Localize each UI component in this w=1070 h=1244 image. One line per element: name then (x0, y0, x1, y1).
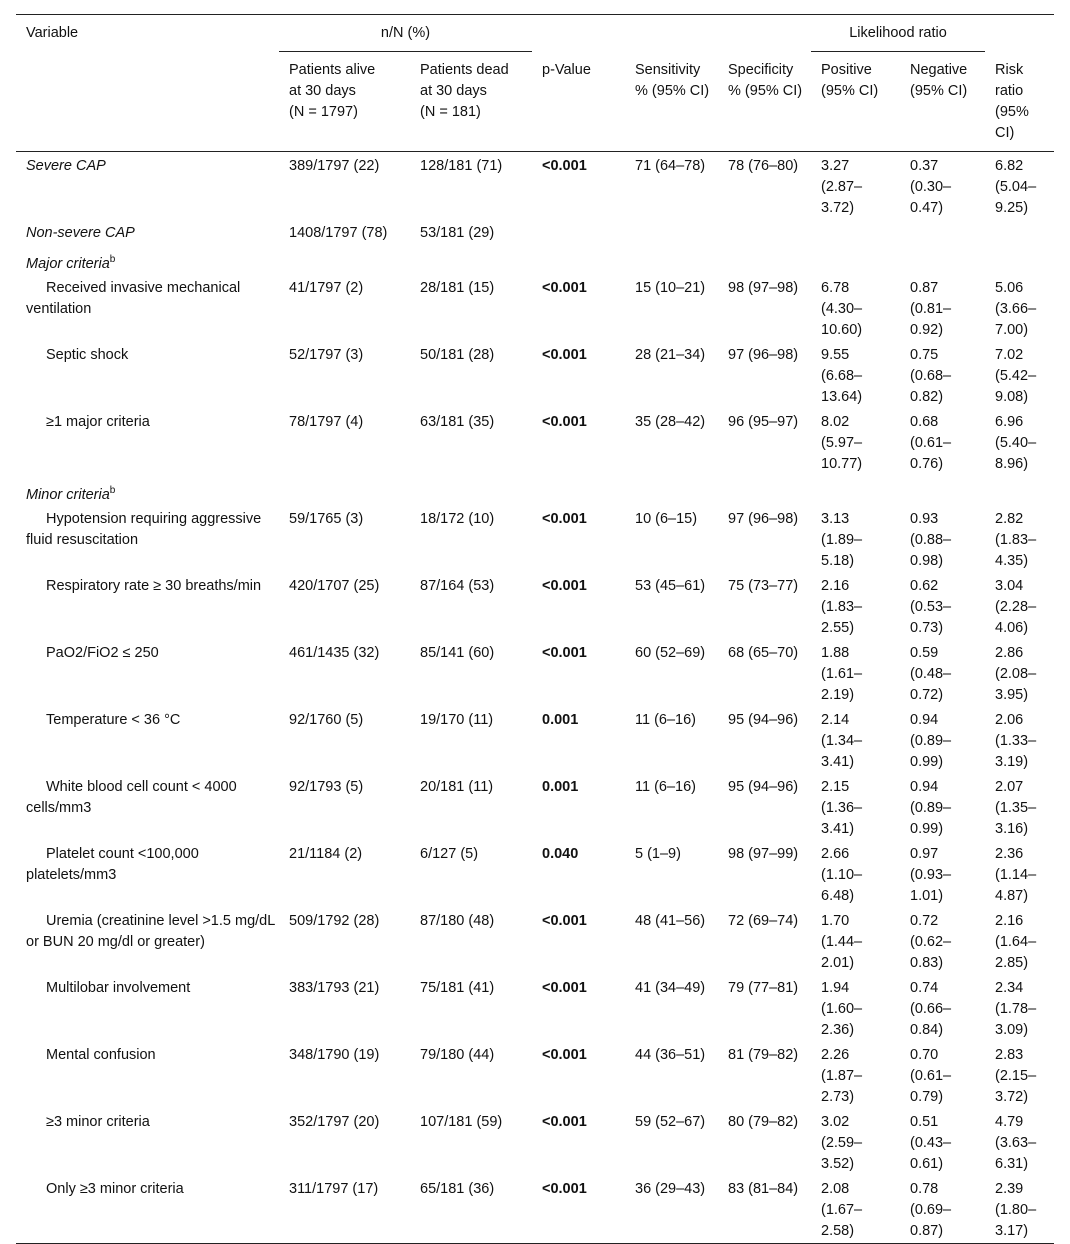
p-value-cell: 0.040 (542, 845, 579, 862)
alive-cell: 21/1184 (2) (289, 845, 363, 862)
risk-ratio-cell: 7.02 (5.42–9.08) (995, 346, 1037, 405)
header-positive: Positive (95% CI) (811, 52, 900, 152)
sensitivity-cell: 11 (6–16) (635, 711, 696, 728)
sensitivity-cell: 41 (34–49) (635, 979, 706, 996)
positive-lr-cell: 2.26 (1.87–2.73) (821, 1046, 863, 1105)
section-label: Minor criteria (26, 486, 110, 503)
risk-ratio-cell: 2.06 (1.33–3.19) (995, 711, 1037, 770)
p-value-cell: <0.001 (542, 510, 587, 527)
table-row (16, 409, 1054, 476)
header-p-value: p-Value (532, 52, 625, 152)
specificity-cell: 95 (94–96) (728, 778, 799, 795)
positive-lr-cell: 1.88 (1.61–2.19) (821, 644, 863, 703)
row-label: Platelet count <100,000 platelets/mm3 (26, 845, 199, 883)
header-group-n-over-n: n/N (%) (279, 23, 532, 52)
dead-cell: 128/181 (71) (420, 158, 503, 174)
risk-ratio-cell: 2.16 (1.64–2.85) (995, 912, 1037, 971)
specificity-cell: 96 (95–97) (728, 413, 799, 430)
table-row (16, 707, 1054, 774)
table-row (16, 640, 1054, 707)
negative-lr-cell: 0.94 (0.89–0.99) (910, 711, 952, 770)
row-label: Received invasive mechanical ventilation (26, 279, 241, 317)
negative-lr-cell: 0.37 (0.30–0.47) (910, 158, 952, 216)
table-row (16, 1109, 1054, 1176)
negative-lr-cell: 0.97 (0.93–1.01) (910, 845, 952, 904)
p-value-cell: <0.001 (542, 346, 587, 363)
row-label: Non-severe CAP (26, 225, 135, 241)
dead-cell: 28/181 (15) (420, 279, 495, 296)
table-row (16, 342, 1054, 409)
sensitivity-cell: 59 (52–67) (635, 1113, 706, 1130)
table-row (16, 506, 1054, 573)
alive-cell: 383/1793 (21) (289, 979, 380, 996)
sensitivity-cell: 15 (10–21) (635, 279, 706, 296)
row-label: ≥1 major criteria (46, 413, 150, 430)
table-row (16, 841, 1054, 908)
risk-ratio-cell: 2.86 (2.08–3.95) (995, 644, 1037, 703)
p-value-cell: 0.001 (542, 711, 579, 728)
negative-lr-cell: 0.93 (0.88–0.98) (910, 510, 952, 569)
positive-lr-cell: 3.13 (1.89–5.18) (821, 510, 863, 569)
row-label: Respiratory rate ≥ 30 breaths/min (46, 577, 262, 594)
sensitivity-cell: 28 (21–34) (635, 346, 706, 363)
alive-cell: 41/1797 (2) (289, 279, 364, 296)
negative-lr-cell: 0.87 (0.81–0.92) (910, 279, 952, 338)
negative-lr-cell (900, 220, 985, 245)
p-value-cell: <0.001 (542, 413, 587, 430)
footnote-marker: b (109, 484, 116, 496)
header-variable: Variable (16, 15, 279, 53)
alive-cell: 509/1792 (28) (289, 912, 380, 929)
table-row (16, 908, 1054, 975)
header-specificity: Specificity % (95% CI) (718, 52, 811, 152)
table-row (16, 1042, 1054, 1109)
row-label: White blood cell count < 4000 cells/mm3 (26, 778, 237, 816)
row-label: Temperature < 36 °C (46, 711, 181, 728)
dead-cell: 79/180 (44) (420, 1046, 495, 1063)
section-label: Major criteria (26, 255, 110, 272)
row-label: Severe CAP (26, 158, 106, 174)
p-value-cell: <0.001 (542, 1046, 587, 1063)
specificity-cell: 98 (97–98) (728, 279, 799, 296)
sensitivity-cell: 10 (6–15) (635, 510, 698, 527)
p-value-cell: <0.001 (542, 912, 587, 929)
alive-cell: 78/1797 (4) (289, 413, 364, 430)
results-table (16, 14, 1054, 1244)
sensitivity-cell: 44 (36–51) (635, 1046, 706, 1063)
positive-lr-cell: 3.02 (2.59–3.52) (821, 1113, 863, 1172)
positive-lr-cell: 2.16 (1.83–2.55) (821, 577, 863, 636)
dead-cell: 87/180 (48) (420, 912, 495, 929)
row-label: Only ≥3 minor criteria (16, 1176, 279, 1244)
dead-cell: 18/172 (10) (420, 510, 495, 527)
header-dead: Patients dead at 30 days (N = 181) (410, 52, 532, 152)
alive-cell: 311/1797 (17) (279, 1176, 410, 1244)
table-row (16, 1176, 1054, 1244)
specificity-cell: 79 (77–81) (728, 979, 799, 996)
row-label: PaO2/FiO2 ≤ 250 (46, 644, 159, 661)
risk-ratio-cell: 6.96 (5.40–8.96) (995, 413, 1037, 472)
sensitivity-cell: 48 (41–56) (635, 912, 706, 929)
specificity-cell: 97 (96–98) (728, 510, 799, 527)
row-label: Multilobar involvement (46, 979, 191, 996)
alive-cell: 389/1797 (22) (289, 158, 380, 174)
sensitivity-cell: 5 (1–9) (635, 845, 681, 862)
p-value-cell: <0.001 (542, 644, 587, 661)
negative-lr-cell: 0.94 (0.89–0.99) (910, 778, 952, 837)
negative-lr-cell: 0.72 (0.62–0.83) (910, 912, 952, 971)
risk-ratio-cell: 5.06 (3.66–7.00) (995, 279, 1037, 338)
specificity-cell: 97 (96–98) (728, 346, 799, 363)
alive-cell: 352/1797 (20) (289, 1113, 380, 1130)
sensitivity-cell: 35 (28–42) (635, 413, 706, 430)
specificity-cell: 95 (94–96) (728, 711, 799, 728)
p-value-cell: 0.001 (542, 778, 579, 795)
alive-cell: 348/1790 (19) (289, 1046, 380, 1063)
table-body (16, 152, 1054, 1244)
positive-lr-cell: 2.08 (1.67–2.58) (811, 1176, 900, 1244)
p-value-cell: <0.001 (542, 158, 587, 174)
row-label: Uremia (creatinine level >1.5 mg/dL or BUN 20 mg/dl or greater) (26, 912, 275, 950)
positive-lr-cell: 8.02 (5.97–10.77) (821, 413, 863, 472)
p-value-cell: <0.001 (542, 577, 587, 594)
alive-cell: 1408/1797 (78) (289, 225, 388, 241)
sensitivity-cell: 53 (45–61) (635, 577, 706, 594)
table-row (16, 152, 1054, 221)
specificity-cell (718, 220, 811, 245)
row-label: Mental confusion (46, 1046, 156, 1063)
dead-cell: 65/181 (36) (410, 1176, 532, 1244)
dead-cell: 53/181 (29) (420, 225, 495, 241)
row-label: Septic shock (46, 346, 129, 363)
dead-cell: 6/127 (5) (420, 845, 479, 862)
risk-ratio-cell: 2.82 (1.83–4.35) (995, 510, 1037, 569)
header-alive: Patients alive at 30 days (N = 1797) (279, 52, 410, 152)
positive-lr-cell: 1.94 (1.60–2.36) (821, 979, 863, 1038)
positive-lr-cell: 2.66 (1.10–6.48) (821, 845, 863, 904)
row-label: Hypotension requiring aggressive fluid resuscitation (26, 510, 262, 548)
specificity-cell: 68 (65–70) (728, 644, 799, 661)
table-row (16, 220, 1054, 245)
specificity-cell: 83 (81–84) (718, 1176, 811, 1244)
sensitivity-cell: 60 (52–69) (635, 644, 706, 661)
negative-lr-cell: 0.75 (0.68–0.82) (910, 346, 952, 405)
table-row (16, 573, 1054, 640)
negative-lr-cell: 0.74 (0.66–0.84) (910, 979, 952, 1038)
dead-cell: 85/141 (60) (420, 644, 495, 661)
dead-cell: 20/181 (11) (420, 778, 494, 795)
risk-ratio-cell: 3.04 (2.28–4.06) (995, 577, 1037, 636)
row-label: ≥3 minor criteria (46, 1113, 150, 1130)
specificity-cell: 81 (79–82) (728, 1046, 799, 1063)
p-value-cell: <0.001 (542, 1113, 587, 1130)
negative-lr-cell: 0.78 (0.69–0.87) (900, 1176, 985, 1244)
positive-lr-cell: 2.15 (1.36–3.41) (821, 778, 863, 837)
risk-ratio-cell: 2.83 (2.15–3.72) (995, 1046, 1037, 1105)
risk-ratio-cell: 2.07 (1.35–3.16) (995, 778, 1037, 837)
specificity-cell: 75 (73–77) (728, 577, 799, 594)
dead-cell: 87/164 (53) (420, 577, 495, 594)
dead-cell: 75/181 (41) (420, 979, 495, 996)
positive-lr-cell: 6.78 (4.30–10.60) (821, 279, 863, 338)
sensitivity-cell: 11 (6–16) (635, 778, 696, 795)
negative-lr-cell: 0.62 (0.53–0.73) (910, 577, 952, 636)
p-value-cell: <0.001 (542, 279, 587, 296)
risk-ratio-cell: 6.82 (5.04–9.25) (995, 158, 1037, 216)
sensitivity-cell (625, 220, 718, 245)
specificity-cell: 72 (69–74) (728, 912, 799, 929)
table-container (16, 14, 1054, 1244)
negative-lr-cell: 0.51 (0.43–0.61) (910, 1113, 952, 1172)
table-row (16, 774, 1054, 841)
risk-ratio-cell: 2.36 (1.14–4.87) (995, 845, 1037, 904)
positive-lr-cell: 1.70 (1.44–2.01) (821, 912, 863, 971)
positive-lr-cell: 3.27 (2.87–3.72) (821, 158, 863, 216)
dead-cell: 63/181 (35) (420, 413, 495, 430)
alive-cell: 420/1707 (25) (289, 577, 380, 594)
specificity-cell: 80 (79–82) (728, 1113, 799, 1130)
p-value-cell: <0.001 (532, 1176, 625, 1244)
alive-cell: 92/1793 (5) (289, 778, 364, 795)
table-row (16, 275, 1054, 342)
negative-lr-cell: 0.68 (0.61–0.76) (910, 413, 952, 472)
alive-cell: 52/1797 (3) (289, 346, 364, 363)
dead-cell: 107/181 (59) (420, 1113, 503, 1130)
section-row (16, 476, 1054, 506)
header-sensitivity: Sensitivity % (95% CI) (625, 52, 718, 152)
specificity-cell: 98 (97–99) (728, 845, 799, 862)
alive-cell: 92/1760 (5) (289, 711, 364, 728)
section-row (16, 245, 1054, 275)
header-risk-ratio: Risk ratio (95% CI) (985, 52, 1054, 152)
negative-lr-cell: 0.70 (0.61–0.79) (910, 1046, 952, 1105)
alive-cell: 59/1765 (3) (289, 510, 364, 527)
negative-lr-cell: 0.59 (0.48–0.72) (910, 644, 952, 703)
alive-cell: 461/1435 (32) (289, 644, 380, 661)
table-row (16, 975, 1054, 1042)
positive-lr-cell (811, 220, 900, 245)
sensitivity-cell: 36 (29–43) (625, 1176, 718, 1244)
header-negative: Negative (95% CI) (900, 52, 985, 152)
dead-cell: 19/170 (11) (420, 711, 494, 728)
sensitivity-cell: 71 (64–78) (635, 158, 706, 174)
specificity-cell: 78 (76–80) (728, 158, 799, 174)
positive-lr-cell: 9.55 (6.68–13.64) (821, 346, 863, 405)
p-value-cell: <0.001 (542, 979, 587, 996)
risk-ratio-cell (985, 220, 1054, 245)
footnote-marker: b (109, 254, 116, 265)
header-group-likelihood-ratio: Likelihood ratio (811, 23, 985, 52)
positive-lr-cell: 2.14 (1.34–3.41) (821, 711, 863, 770)
dead-cell: 50/181 (28) (420, 346, 495, 363)
risk-ratio-cell: 4.79 (3.63–6.31) (995, 1113, 1037, 1172)
risk-ratio-cell: 2.39 (1.80–3.17) (985, 1176, 1054, 1244)
p-value-cell (532, 220, 625, 245)
risk-ratio-cell: 2.34 (1.78–3.09) (995, 979, 1037, 1038)
